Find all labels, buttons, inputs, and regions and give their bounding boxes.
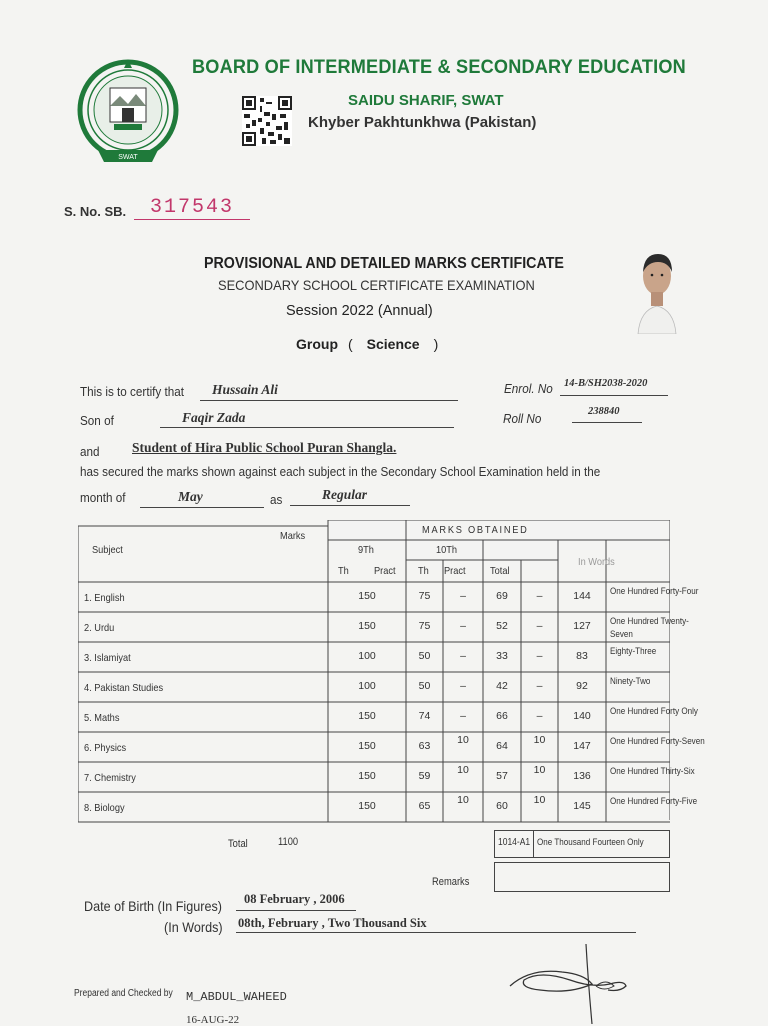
row-9th-practical: –: [460, 680, 466, 692]
roll-number: 238840: [588, 406, 620, 417]
row-9th-practical: –: [460, 710, 466, 722]
row-total: 147: [573, 740, 591, 752]
row-max-marks: 150: [358, 770, 376, 782]
row-9th-practical: –: [460, 590, 466, 602]
row-9th-practical: –: [460, 650, 466, 662]
group-value: Science: [366, 336, 420, 352]
group-close-paren: ): [433, 336, 439, 352]
type-underline: [290, 504, 410, 506]
certificate-title: PROVISIONAL AND DETAILED MARKS CERTIFICATE: [204, 255, 564, 272]
marks-table: [78, 520, 705, 824]
row-subject: 4. Pakistan Studies: [84, 682, 164, 694]
exam-type: Regular: [322, 487, 368, 502]
row-in-words-cont: Seven: [610, 629, 633, 640]
row-10th-theory: 57: [496, 770, 508, 782]
header-9th: 9Th: [358, 544, 374, 556]
total-obtained: 1014-A1: [498, 837, 531, 848]
remarks-label: Remarks: [432, 876, 470, 888]
board-province: Khyber Pakhtunkhwa (Pakistan): [308, 114, 537, 131]
signature: [500, 940, 640, 1024]
row-9th-theory: 63: [418, 740, 431, 752]
dob-figures-underline: [236, 909, 356, 911]
row-10th-theory: 64: [496, 740, 508, 752]
row-10th-theory: 69: [496, 590, 508, 602]
roll-label: Roll No: [503, 411, 542, 426]
row-in-words: One Hundred Forty-Five: [610, 796, 698, 807]
row-9th-theory: 74: [418, 710, 431, 722]
school-line: Student of Hira Public School Puran Shangla.: [132, 440, 397, 455]
header-9th-pract: Pract: [374, 565, 396, 577]
row-10th-theory: 60: [496, 800, 508, 812]
row-in-words: One Hundred Twenty-: [610, 616, 689, 627]
row-in-words: One Hundred Forty-Seven: [610, 736, 705, 747]
row-in-words: One Hundred Thirty-Six: [610, 766, 695, 777]
row-max-marks: 100: [358, 680, 376, 692]
dob-figures-label: Date of Birth (In Figures): [84, 898, 222, 914]
son-of-label: Son of: [80, 413, 114, 428]
row-max-marks: 150: [358, 620, 376, 632]
row-max-marks: 150: [358, 800, 376, 812]
row-in-words: Ninety-Two: [610, 676, 651, 687]
dob-words-value: 08th, February , Two Thousand Six: [238, 916, 427, 930]
father-underline: [160, 426, 454, 428]
row-9th-practical: 10: [457, 794, 469, 806]
secured-text: has secured the marks shown against each subject in the Secondary School Examination held in the: [80, 464, 601, 479]
row-10th-practical: –: [536, 710, 543, 722]
exam-month: May: [178, 489, 203, 504]
header-10th-pract: Pract: [444, 565, 466, 577]
row-total: 92: [576, 680, 588, 692]
row-subject: 7. Chemistry: [84, 772, 136, 784]
total-in-words: One Thousand Fourteen Only: [537, 837, 644, 848]
row-10th-practical: –: [536, 590, 543, 602]
row-in-words: One Hundred Forty Only: [610, 706, 698, 717]
total-box: [494, 830, 670, 858]
enrol-label: Enrol. No: [504, 381, 553, 396]
row-total: 144: [573, 590, 591, 602]
month-underline: [140, 506, 264, 508]
row-10th-practical: –: [536, 680, 543, 692]
header-9th-th: Th: [338, 565, 349, 577]
row-9th-practical: –: [460, 620, 466, 632]
certificate-subtitle: SECONDARY SCHOOL CERTIFICATE EXAMINATION: [218, 277, 535, 293]
row-total: 83: [576, 650, 588, 662]
row-10th-practical: 10: [533, 734, 546, 746]
row-9th-theory: 59: [418, 770, 431, 782]
and-label: and: [80, 444, 100, 459]
row-max-marks: 150: [358, 710, 376, 722]
logo-text: SWAT: [118, 154, 138, 161]
student-name: Hussain Ali: [212, 382, 278, 397]
row-10th-practical: 10: [533, 794, 546, 806]
row-max-marks: 150: [358, 590, 376, 602]
enrol-number: 14-B/SH2038-2020: [564, 378, 648, 389]
row-subject: 5. Maths: [84, 712, 120, 724]
total-label: Total: [228, 838, 248, 850]
father-name: Faqir Zada: [182, 410, 246, 425]
prepared-label: Prepared and Checked by: [74, 988, 173, 999]
row-10th-practical: –: [536, 620, 543, 632]
row-10th-theory: 52: [496, 620, 508, 632]
dob-figures-value: 08 February , 2006: [244, 892, 345, 906]
row-9th-theory: 75: [418, 590, 431, 602]
row-9th-theory: 50: [418, 680, 431, 692]
row-subject: 1. English: [84, 592, 125, 604]
row-subject: 2. Urdu: [84, 622, 115, 634]
row-in-words: Eighty-Three: [610, 646, 657, 657]
header-10th: 10Th: [436, 544, 458, 556]
row-9th-practical: 10: [457, 764, 469, 776]
row-9th-theory: 65: [418, 800, 431, 812]
name-underline: [200, 399, 458, 401]
header-10th-th: Th: [418, 565, 429, 577]
header-subject: Subject: [92, 544, 123, 556]
dob-words-underline: [236, 931, 636, 933]
row-10th-theory: 42: [496, 680, 508, 692]
row-total: 145: [573, 800, 591, 812]
row-total: 136: [573, 770, 591, 782]
row-9th-practical: 10: [457, 734, 469, 746]
remarks-box: [494, 862, 670, 892]
session: Session 2022 (Annual): [286, 303, 433, 319]
row-10th-theory: 33: [496, 650, 508, 662]
serial-number: 317543: [134, 196, 250, 220]
row-10th-practical: 10: [533, 764, 546, 776]
board-name: BOARD OF INTERMEDIATE & SECONDARY EDUCATION: [192, 56, 686, 78]
total-max-marks: 1100: [278, 836, 299, 848]
board-seal-logo: [76, 58, 180, 166]
qr-code-icon: [242, 96, 292, 146]
row-in-words: One Hundred Forty-Four: [610, 586, 699, 597]
student-photo: [628, 244, 686, 334]
row-9th-theory: 50: [418, 650, 431, 662]
dob-words-label: (In Words): [164, 919, 223, 935]
row-subject: 8. Biology: [84, 802, 125, 814]
header-in-words: In Words: [578, 556, 615, 568]
board-city: SAIDU SHARIF, SWAT: [348, 92, 504, 109]
header-marks-obtained: MARKS OBTAINED: [422, 524, 529, 536]
serial-label: S. No. SB.: [64, 204, 127, 219]
group-open-paren: (: [348, 336, 353, 352]
as-label: as: [270, 492, 283, 507]
roll-underline: [572, 421, 642, 423]
issue-date: 16-AUG-22: [186, 1014, 240, 1026]
row-total: 140: [573, 710, 591, 722]
row-max-marks: 150: [358, 740, 376, 752]
certify-label: This is to certify that: [80, 384, 185, 399]
row-10th-theory: 66: [496, 710, 508, 722]
row-subject: 3. Islamiyat: [84, 652, 131, 664]
group-label: Group: [296, 336, 338, 352]
row-max-marks: 100: [358, 650, 376, 662]
enrol-underline: [560, 394, 668, 396]
row-9th-theory: 75: [418, 620, 431, 632]
group-line: [296, 336, 452, 352]
prepared-by: M_ABDUL_WAHEED: [186, 990, 287, 1004]
row-subject: 6. Physics: [84, 742, 127, 754]
row-total: 127: [573, 620, 591, 632]
header-total: Total: [490, 565, 510, 577]
month-label: month of: [80, 490, 126, 505]
row-10th-practical: –: [536, 650, 543, 662]
header-marks: Marks: [280, 530, 306, 542]
